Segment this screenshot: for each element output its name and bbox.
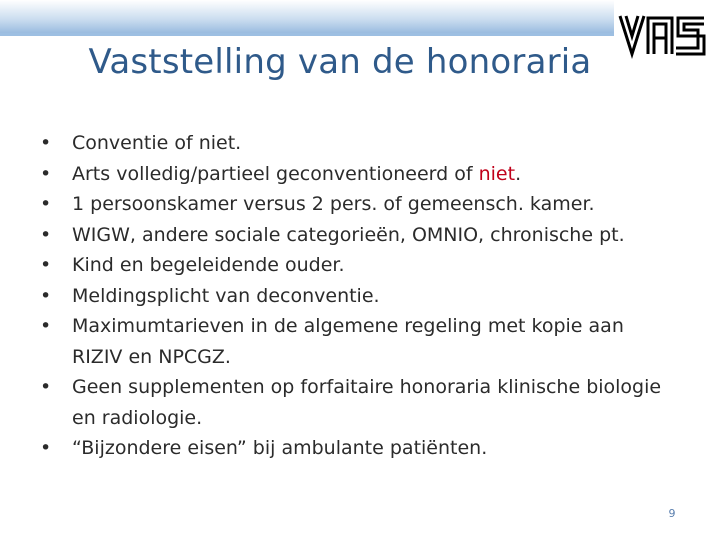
- bullet-text: Meldingsplicht van deconventie.: [72, 284, 380, 307]
- bullet-dot: •: [40, 223, 52, 246]
- bullet-text: Maximumtarieven in de algemene regeling met kopie aan RIZIV en NPCGZ.: [72, 315, 624, 368]
- page-number: 9: [668, 507, 676, 520]
- bullet-text: Arts volledig/partieel geconventioneerd of: [72, 162, 479, 185]
- bullet-dot: •: [40, 162, 52, 185]
- bullet-text: Conventie of niet.: [72, 132, 242, 154]
- header-band: [0, 0, 614, 36]
- bullet-list: [40, 128, 680, 464]
- bullet-text: 1 persoonskamer versus 2 pers. of gemeensch. kamer.: [72, 193, 595, 215]
- bullet-dot: •: [40, 315, 52, 337]
- bullet-item: [40, 189, 680, 220]
- bullet-item: [40, 250, 680, 281]
- bullet-text: Kind en begeleidende ouder.: [72, 254, 345, 276]
- bullet-text-end: .: [515, 162, 522, 185]
- bullet-dot: •: [40, 376, 52, 398]
- bullet-item: [40, 281, 680, 312]
- bullet-item: [40, 159, 680, 190]
- bullet-dot: •: [40, 193, 52, 215]
- bullet-highlight-text: niet: [478, 162, 516, 185]
- bullet-text: “Bijzondere eisen” bij ambulante patiënten.: [72, 437, 488, 459]
- bullet-item: [40, 220, 680, 251]
- bullet-item: [40, 311, 680, 372]
- bullet-item: [40, 433, 680, 464]
- bullet-item: [40, 372, 680, 433]
- bullet-text: WIGW, andere sociale categorieën, OMNIO, chronische pt.: [72, 223, 625, 246]
- bullet-text: Geen supplementen op forfaitaire honoraria klinische biologie en radiologie.: [72, 376, 662, 429]
- header-band-line: [0, 33, 614, 36]
- bullet-dot: •: [40, 284, 52, 307]
- slide-title: Vaststelling van de honoraria: [88, 42, 592, 82]
- bullet-dot: •: [40, 254, 52, 276]
- bullet-dot: •: [40, 437, 52, 459]
- bullet-item: [40, 128, 680, 159]
- bullet-dot: •: [40, 132, 52, 154]
